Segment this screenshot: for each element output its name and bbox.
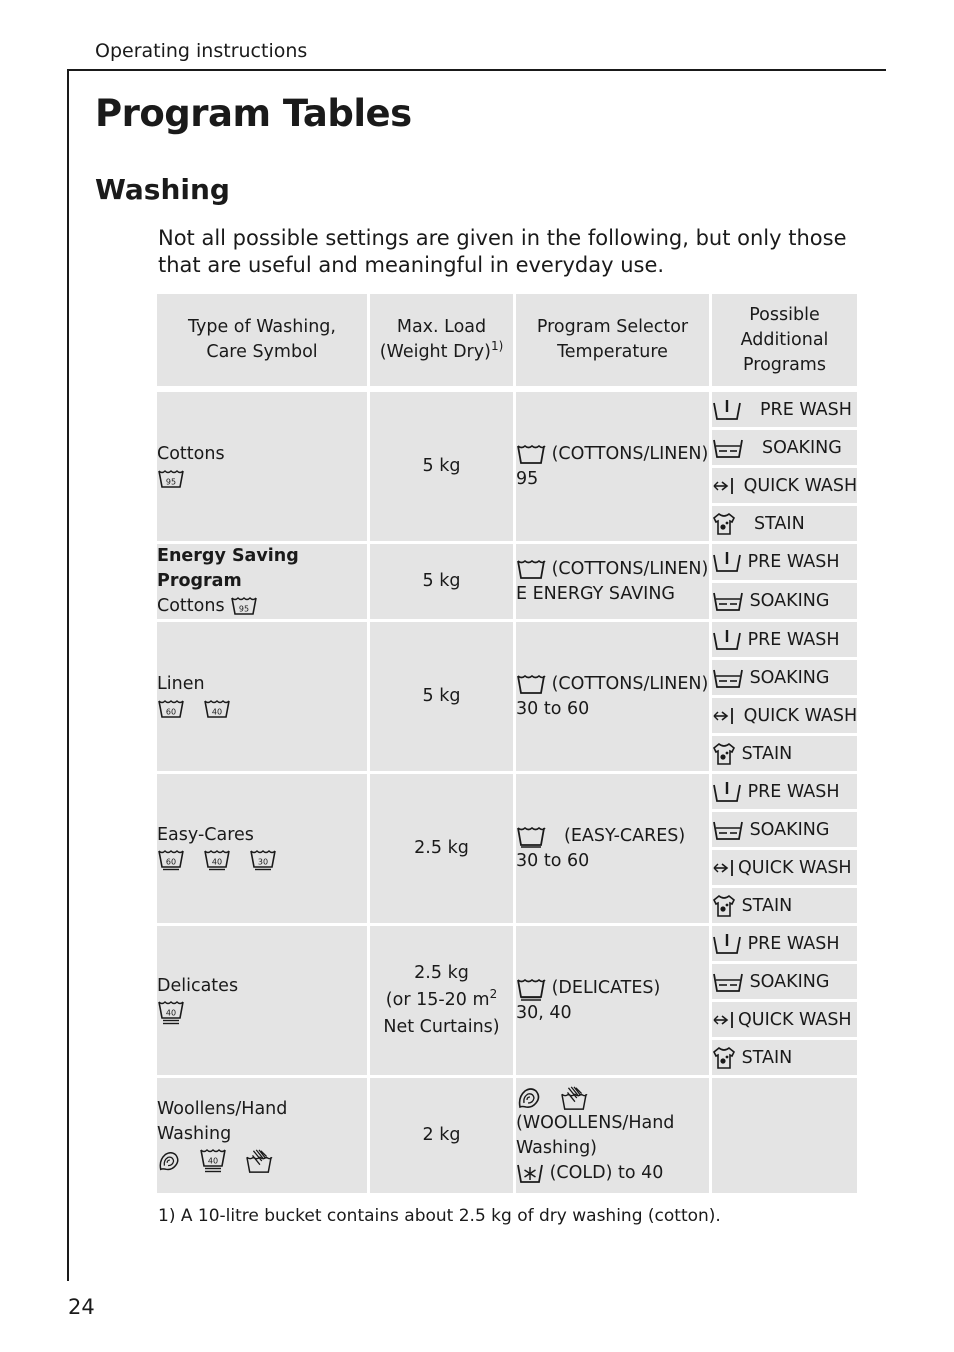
- care-symbol-temperature: 60: [165, 857, 177, 867]
- load-cell: 5 kg: [370, 544, 513, 619]
- stain-icon: [712, 512, 736, 536]
- quick-wash-icon: [712, 1010, 738, 1030]
- additional-program: PRE WASH: [712, 926, 857, 961]
- pre-wash-icon: [712, 932, 742, 956]
- additional-program: QUICK WASH: [712, 1002, 857, 1037]
- hand-wash-icon: [245, 1148, 273, 1174]
- wash-tub-icon: [516, 443, 546, 465]
- load-cell: 5 kg: [370, 622, 513, 771]
- wash-tub-icon: [516, 975, 546, 1001]
- additional-program: QUICK WASH: [712, 698, 857, 733]
- stain-icon: [712, 1046, 736, 1070]
- additional-program: PRE WASH: [712, 774, 857, 809]
- additional-program: STAIN: [712, 736, 857, 771]
- header-load: Max. Load (Weight Dry)$^{1)}$: [370, 294, 513, 386]
- wash-tub-icon: [516, 824, 546, 848]
- section-title: Washing: [95, 173, 230, 206]
- additional-program: PRE WASH: [712, 392, 857, 427]
- care-symbol-temperature: 95: [165, 477, 177, 486]
- wool-icon: [157, 1149, 181, 1173]
- table-row: [157, 392, 857, 427]
- care-symbol-temperature: 40: [211, 707, 223, 716]
- care-symbol-temperature: 95: [239, 604, 250, 614]
- soaking-icon: [712, 590, 744, 612]
- additional-program: PRE WASH: [712, 544, 857, 580]
- header-selector: Program Selector Temperature: [516, 294, 709, 386]
- care-symbol-temperature: 30: [257, 857, 269, 867]
- header-type: Type of Washing, Care Symbol: [157, 294, 367, 386]
- care-symbol-icon: [230, 595, 258, 617]
- additional-program: STAIN: [712, 1040, 857, 1075]
- care-symbol-icon: [199, 1147, 227, 1175]
- program-table: [154, 291, 860, 1196]
- wash-tub-icon: [516, 558, 546, 580]
- page-title: Program Tables: [95, 92, 412, 135]
- care-symbol-icon: [203, 698, 231, 720]
- quick-wash-icon: [712, 476, 738, 496]
- wool-icon: [516, 1085, 542, 1111]
- page-number: 24: [68, 1295, 95, 1319]
- selector-cell: (COTTONS/LINEN) 95: [516, 392, 709, 541]
- header-divider: [68, 69, 886, 71]
- care-symbol-icon: [157, 468, 185, 490]
- load-cell: 2.5 kg (or 15-20 $m^2$ Net Curtains): [370, 926, 513, 1075]
- additional-program: QUICK WASH: [712, 468, 857, 503]
- selector-cell: (EASY-CARES) 30 to 60: [516, 774, 709, 923]
- additional-program: PRE WASH: [712, 622, 857, 657]
- table-header-row: [157, 294, 857, 386]
- quick-wash-icon: [712, 706, 738, 726]
- soaking-icon: [712, 667, 744, 689]
- care-symbol-icon: [249, 848, 277, 873]
- table-row: [157, 1078, 857, 1193]
- table-row: [157, 926, 857, 961]
- additional-program: STAIN: [712, 506, 857, 541]
- care-symbol-icon: [157, 848, 185, 873]
- pre-wash-icon: [712, 780, 742, 804]
- hand-wash-icon: [560, 1085, 588, 1111]
- soaking-icon: [712, 437, 744, 459]
- additional-program: STAIN: [712, 888, 857, 923]
- care-symbol-icon: [203, 848, 231, 873]
- stain-icon: [712, 894, 736, 918]
- soaking-icon: [712, 971, 744, 993]
- type-cell: Easy-Cares 60 40 30: [157, 774, 367, 923]
- footnote: 1) A 10-litre bucket contains about 2.5 kg of dry washing (cotton).: [158, 1206, 721, 1226]
- type-cell: Linen 60 40: [157, 622, 367, 771]
- selector-cell: (COTTONS/LINEN) E ENERGY SAVING: [516, 544, 709, 619]
- intro-paragraph: Not all possible settings are given in the following, but only those that are useful and meaningful in everyday use.: [158, 226, 847, 277]
- empty-cell: [712, 1078, 857, 1193]
- header-additional: Possible Additional Programs: [712, 294, 857, 386]
- additional-program: QUICK WASH: [712, 850, 857, 885]
- load-cell: 5 kg: [370, 392, 513, 541]
- selector-cell: (COTTONS/LINEN) 30 to 60: [516, 622, 709, 771]
- additional-program: SOAKING: [712, 964, 857, 999]
- care-symbol-temperature: 40: [207, 1156, 219, 1165]
- type-cell: Delicates 40: [157, 926, 367, 1075]
- pre-wash-icon: [712, 550, 742, 574]
- stain-icon: [712, 742, 736, 766]
- additional-program: SOAKING: [712, 660, 857, 695]
- additional-program: SOAKING: [712, 812, 857, 847]
- wash-tub-icon: [516, 673, 546, 695]
- header-section-label: Operating instructions: [95, 40, 308, 62]
- table-row: [157, 544, 857, 580]
- care-symbol-temperature: 40: [211, 857, 223, 867]
- load-cell: 2.5 kg: [370, 774, 513, 923]
- type-cell: Energy Saving Program Cottons 95: [157, 544, 367, 619]
- table-row: [157, 774, 857, 809]
- load-cell: 2 kg: [370, 1078, 513, 1193]
- type-cell: Woollens/Hand Washing 40: [157, 1078, 367, 1193]
- cold-icon: [516, 1162, 544, 1184]
- care-symbol-temperature: 40: [165, 1008, 177, 1018]
- additional-program: SOAKING: [712, 430, 857, 465]
- type-cell: Cottons 95: [157, 392, 367, 541]
- margin-rule: [67, 69, 69, 1281]
- care-symbol-icon: [157, 698, 185, 720]
- additional-program: SOAKING: [712, 583, 857, 619]
- care-symbol-temperature: 60: [165, 707, 177, 716]
- selector-cell: (DELICATES) 30, 40: [516, 926, 709, 1075]
- soaking-icon: [712, 819, 744, 841]
- pre-wash-icon: [712, 398, 742, 422]
- selector-cell: (WOOLLENS/Hand Washing) (COLD) to 40: [516, 1078, 709, 1193]
- table-row: [157, 622, 857, 657]
- pre-wash-icon: [712, 628, 742, 652]
- quick-wash-icon: [712, 858, 738, 878]
- care-symbol-icon: [157, 999, 185, 1027]
